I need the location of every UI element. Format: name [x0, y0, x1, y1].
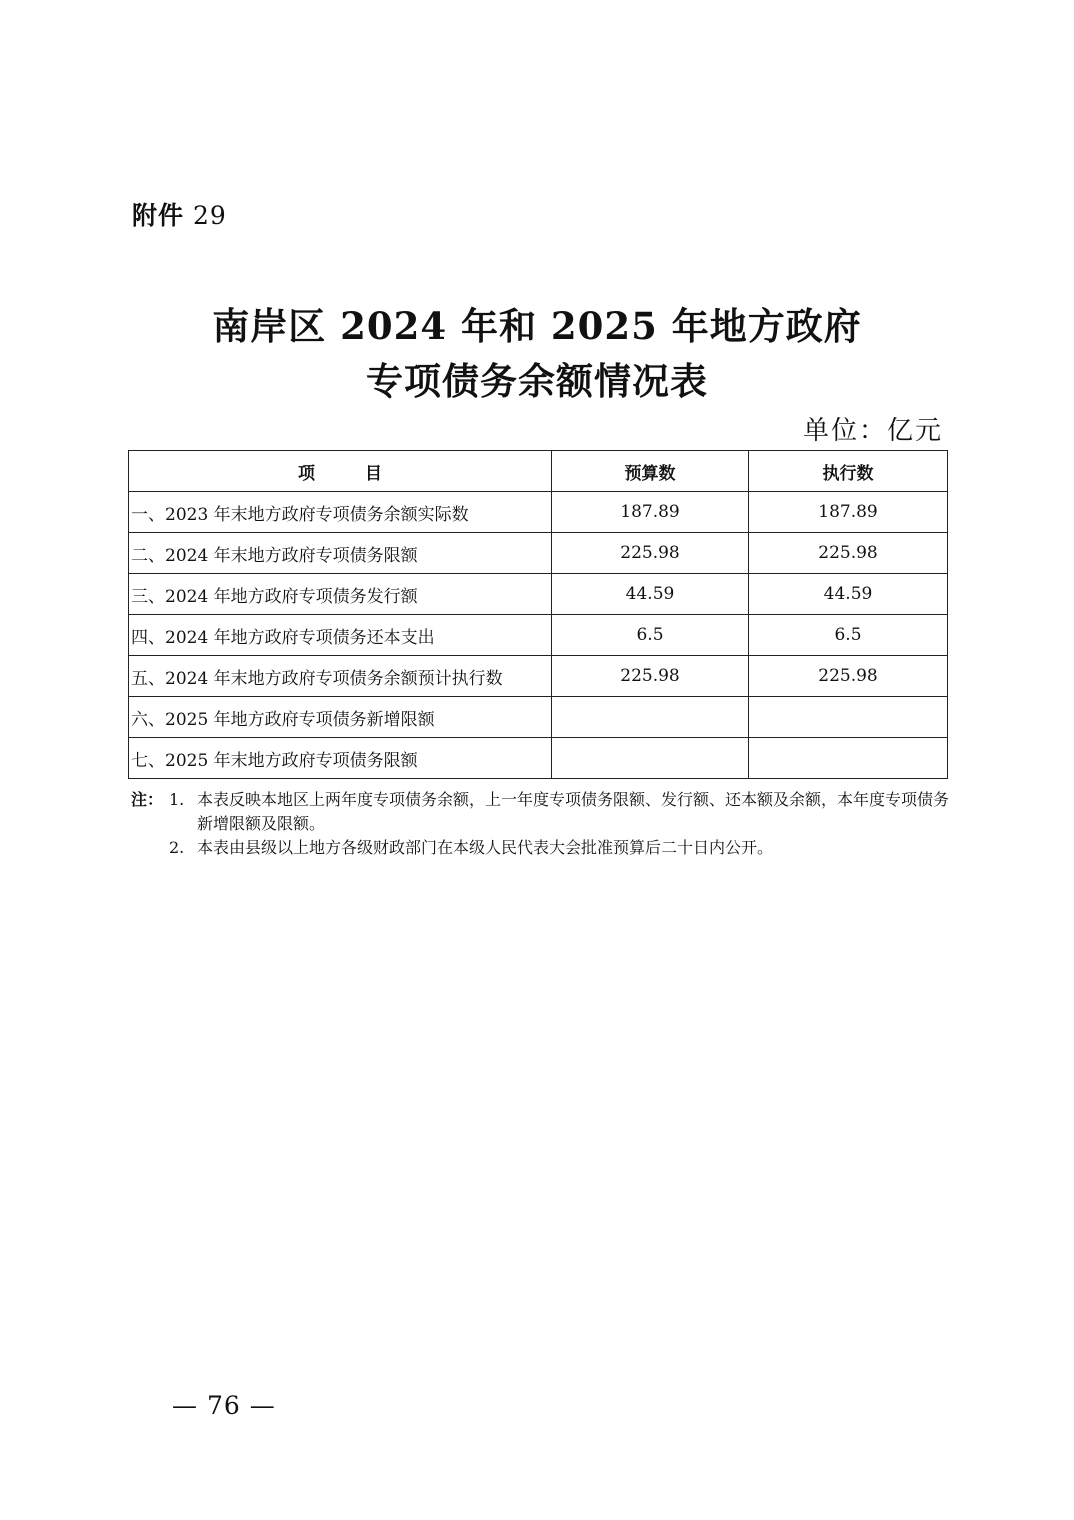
row-item: 四、2024 年地方政府专项债务还本支出	[129, 615, 552, 656]
note-number: 2.	[169, 838, 185, 857]
row-budget	[552, 697, 749, 738]
row-execution: 6.5	[749, 615, 948, 656]
row-execution: 44.59	[749, 574, 948, 615]
row-budget: 225.98	[552, 533, 749, 574]
note-text: 本表由县级以上地方各级财政部门在本级人民代表大会批准预算后二十日内公开。	[197, 838, 774, 857]
page-number: — 76 —	[172, 1391, 276, 1420]
row-item: 一、2023 年末地方政府专项债务余额实际数	[129, 492, 552, 533]
table-row	[129, 574, 948, 615]
table-row	[129, 738, 948, 779]
row-item: 三、2024 年地方政府专项债务发行额	[129, 574, 552, 615]
table-row	[129, 656, 948, 697]
header-execution: 执行数	[749, 451, 948, 492]
table-row	[129, 615, 948, 656]
row-budget: 6.5	[552, 615, 749, 656]
row-budget: 187.89	[552, 492, 749, 533]
row-item: 六、2025 年地方政府专项债务新增限额	[129, 697, 552, 738]
row-execution: 225.98	[749, 533, 948, 574]
row-execution: 187.89	[749, 492, 948, 533]
row-execution	[749, 738, 948, 779]
row-item: 五、2024 年末地方政府专项债务余额预计执行数	[129, 656, 552, 697]
document-title-line2: 专项债务余额情况表	[366, 359, 708, 403]
table-row	[129, 533, 948, 574]
attachment-label	[132, 196, 227, 232]
attachment-label-text: 附件	[132, 201, 185, 230]
table-notes	[131, 788, 951, 860]
note-item	[131, 836, 951, 860]
row-budget: 225.98	[552, 656, 749, 697]
row-execution	[749, 697, 948, 738]
row-budget: 44.59	[552, 574, 749, 615]
notes-label-spacer	[131, 836, 169, 860]
note-item	[131, 788, 951, 836]
debt-balance-table	[128, 450, 948, 779]
document-title-line1: 南岸区 2024 年和 2025 年地方政府	[212, 304, 862, 348]
row-budget	[552, 738, 749, 779]
row-item: 七、2025 年末地方政府专项债务限额	[129, 738, 552, 779]
row-execution: 225.98	[749, 656, 948, 697]
note-number: 1.	[169, 790, 185, 809]
table-header-row	[129, 451, 948, 492]
table-row	[129, 492, 948, 533]
unit-label: 单位：亿元	[802, 416, 943, 446]
notes-label: 注：	[131, 790, 164, 809]
attachment-number: 29	[192, 201, 227, 230]
row-item: 二、2024 年末地方政府专项债务限额	[129, 533, 552, 574]
header-budget: 预算数	[552, 451, 749, 492]
table-row	[129, 697, 948, 738]
header-item: 项 目	[129, 451, 552, 492]
note-text: 本表反映本地区上两年度专项债务余额，上一年度专项债务限额、发行额、还本额及余额，本年度专项债务新增限额及限额。	[197, 790, 950, 833]
